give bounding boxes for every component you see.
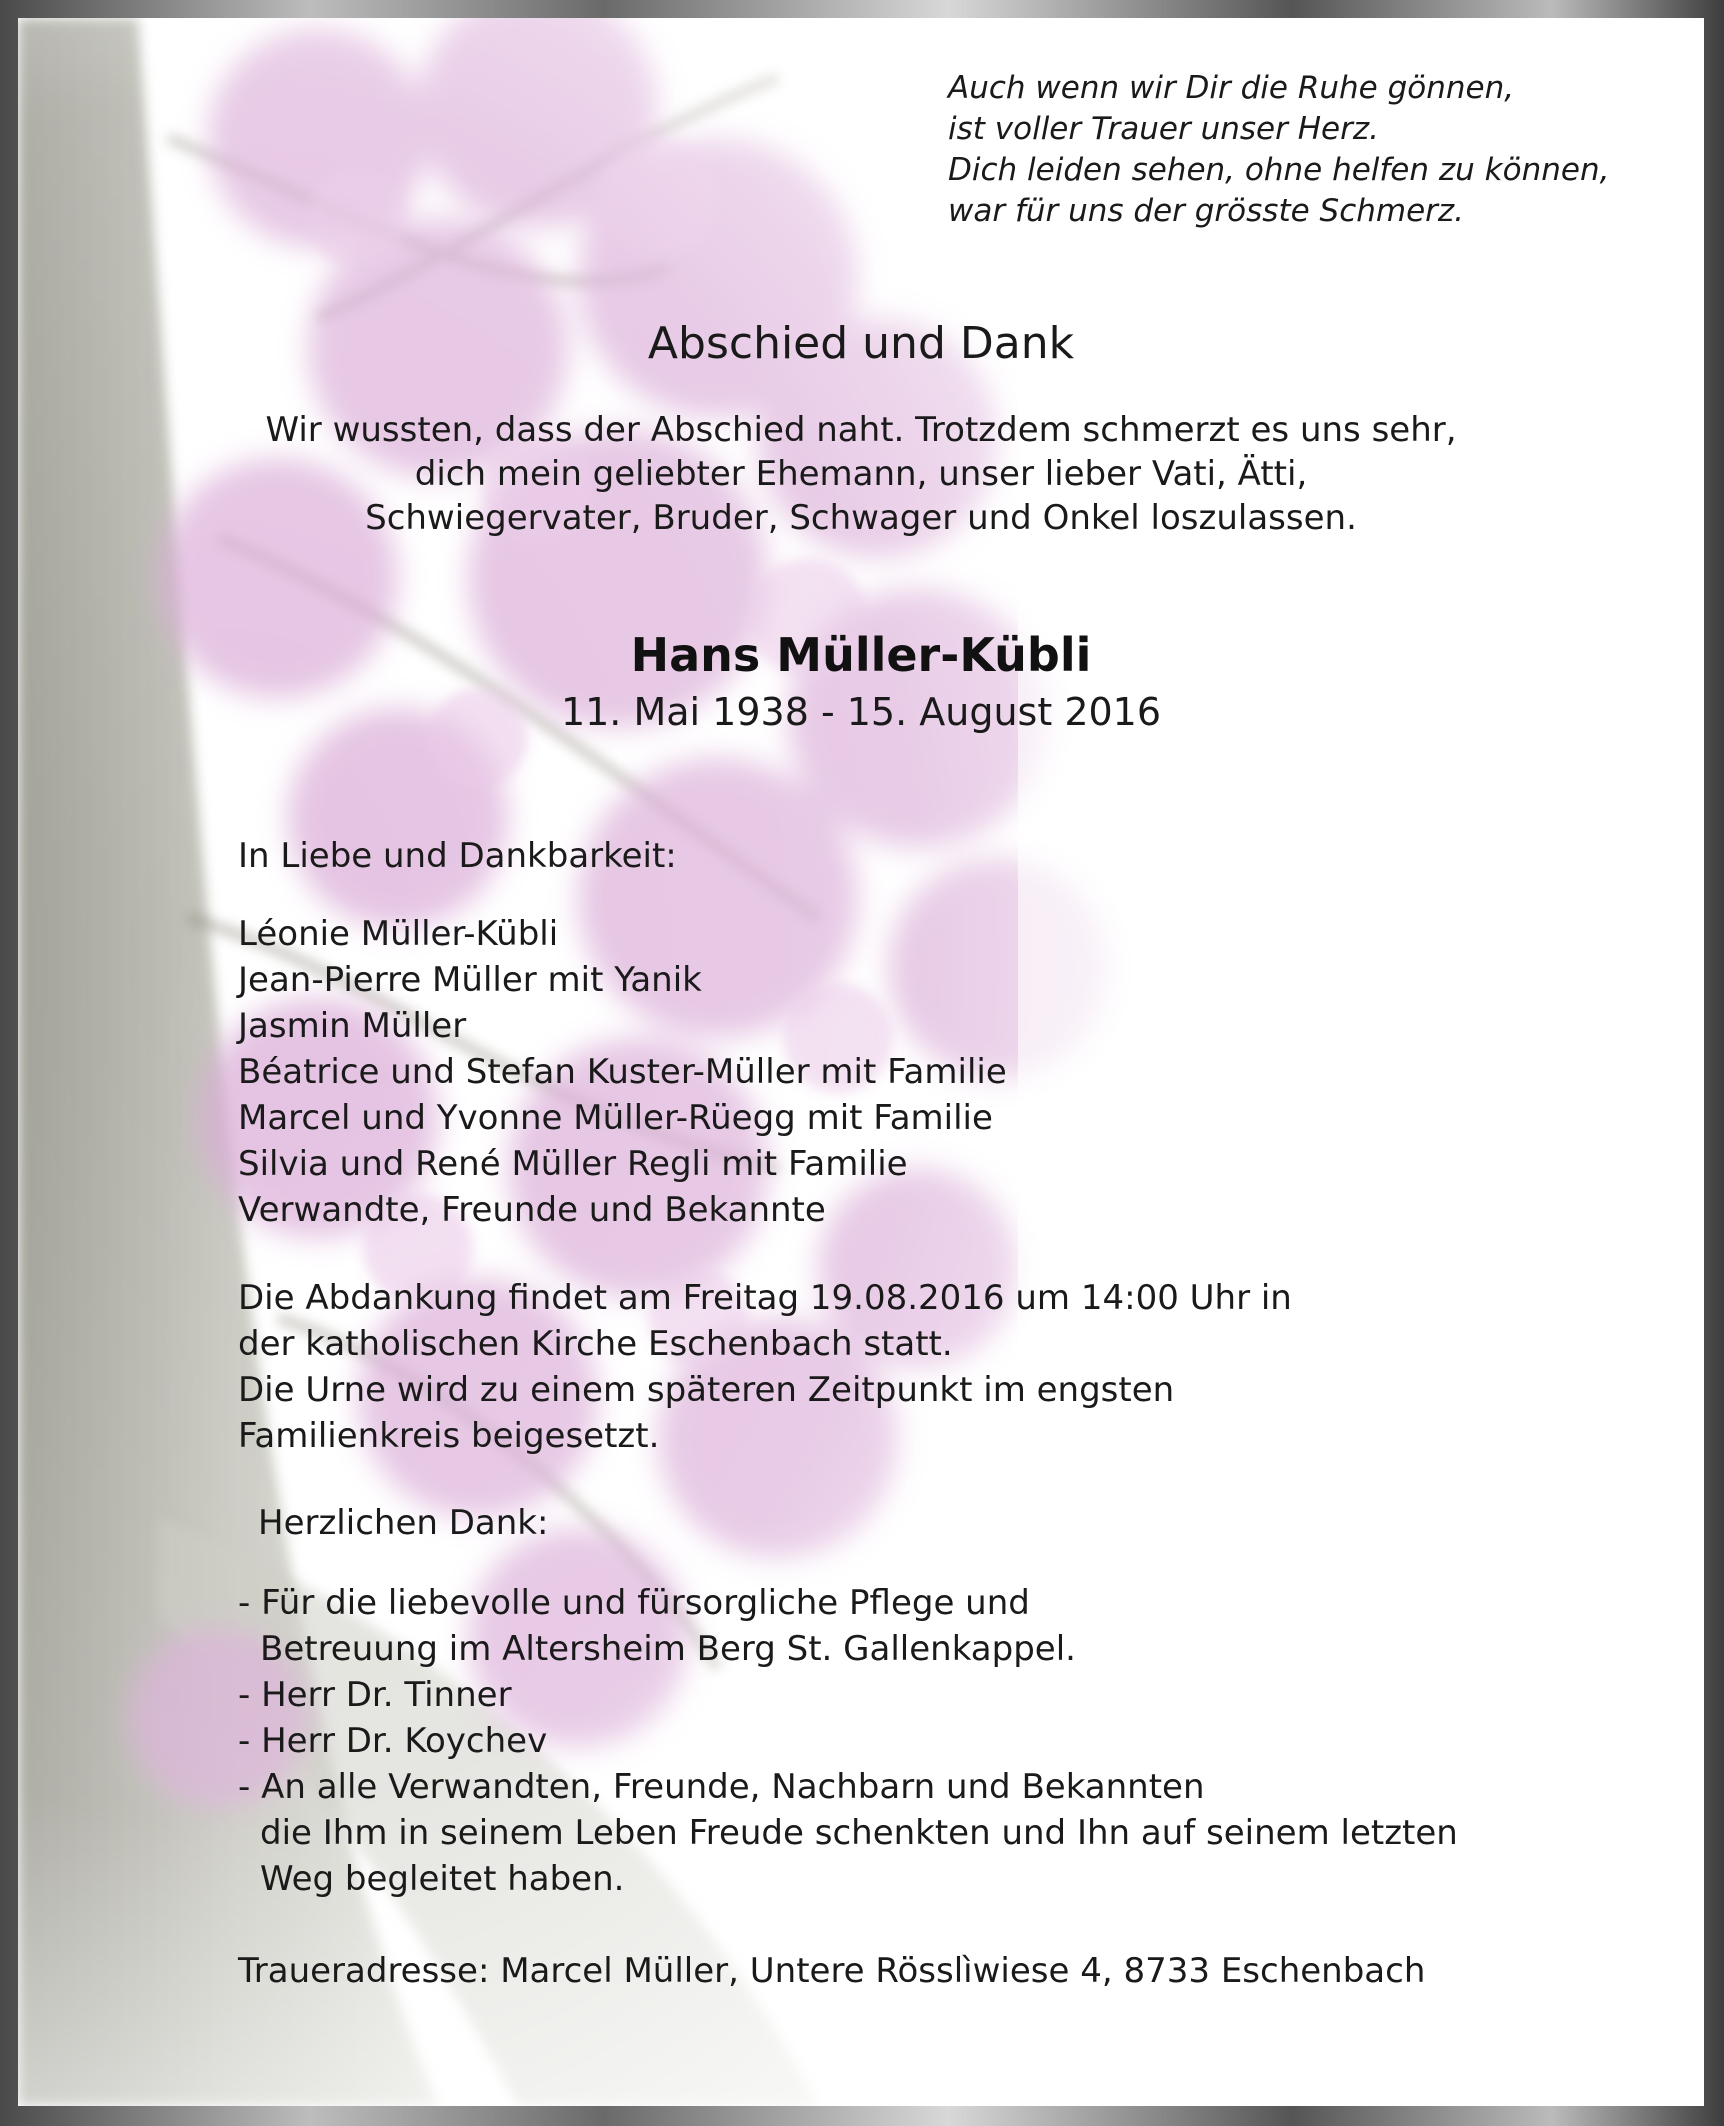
thanks-line: - Herr Dr. Koychev bbox=[238, 1721, 548, 1761]
list-item: Jean-Pierre Müller mit Yanik bbox=[238, 960, 702, 1000]
poem-line: ist voller Trauer unser Herz. bbox=[948, 111, 1379, 147]
poem-line: war für uns der grösste Schmerz. bbox=[948, 193, 1465, 229]
thanks-line: - An alle Verwandten, Freunde, Nachbarn und Bekannten bbox=[238, 1767, 1205, 1807]
thanks-list bbox=[238, 1580, 1638, 1902]
thanks-line: - Für die liebevolle und fürsorgliche Pflege und bbox=[238, 1583, 1030, 1623]
list-item: Léonie Müller-Kübli bbox=[238, 914, 559, 954]
thanks-line: die Ihm in seinem Leben Freude schenkten und Ihn auf seinem letzten bbox=[260, 1813, 1458, 1853]
thanks-line: - Herr Dr. Tinner bbox=[238, 1675, 512, 1715]
service-line: Familienkreis beigesetzt. bbox=[238, 1416, 660, 1456]
service-line: der katholischen Kirche Eschenbach statt. bbox=[238, 1324, 953, 1364]
poem-line: Dich leiden sehen, ohne helfen zu können, bbox=[948, 152, 1610, 188]
list-item: Marcel und Yvonne Müller-Rüegg mit Familie bbox=[238, 1098, 993, 1138]
intro-line: Schwiegervater, Bruder, Schwager und Onkel loszulassen. bbox=[365, 498, 1357, 538]
obituary-card bbox=[18, 18, 1704, 2106]
thanks-line: Betreuung im Altersheim Berg St. Gallenkappel. bbox=[260, 1629, 1076, 1669]
service-info bbox=[238, 1275, 1638, 1459]
service-line: Die Urne wird zu einem späteren Zeitpunkt im engsten bbox=[238, 1370, 1175, 1410]
mourners-list bbox=[238, 911, 1638, 1233]
page-title: Abschied und Dank bbox=[647, 318, 1075, 369]
thanks-title: Herzlichen Dank: bbox=[258, 1503, 549, 1543]
mourning-address: Traueradresse: Marcel Müller, Untere Rösslìwiese 4, 8733 Eschenbach bbox=[238, 1951, 1426, 1991]
intro-line: dich mein geliebter Ehemann, unser lieber Vati, Ätti, bbox=[414, 454, 1308, 494]
mourners-title: In Liebe und Dankbarkeit: bbox=[238, 836, 677, 876]
service-line: Die Abdankung findet am Freitag 19.08.2016 um 14:00 Uhr in bbox=[238, 1278, 1292, 1318]
poem bbox=[948, 68, 1668, 232]
list-item: Silvia und René Müller Regli mit Familie bbox=[238, 1144, 908, 1184]
life-dates: 11. Mai 1938 - 15. August 2016 bbox=[560, 690, 1162, 734]
list-item: Béatrice und Stefan Kuster-Müller mit Familie bbox=[238, 1052, 1007, 1092]
intro-line: Wir wussten, dass der Abschied naht. Trotzdem schmerzt es uns sehr, bbox=[265, 410, 1457, 450]
deceased-name: Hans Müller-Kübli bbox=[630, 628, 1092, 682]
list-item: Verwandte, Freunde und Bekannte bbox=[238, 1190, 826, 1230]
list-item: Jasmin Müller bbox=[238, 1006, 467, 1046]
intro-text bbox=[18, 408, 1704, 540]
thanks-line: Weg begleitet haben. bbox=[260, 1859, 625, 1899]
poem-line: Auch wenn wir Dir die Ruhe gönnen, bbox=[948, 70, 1515, 106]
